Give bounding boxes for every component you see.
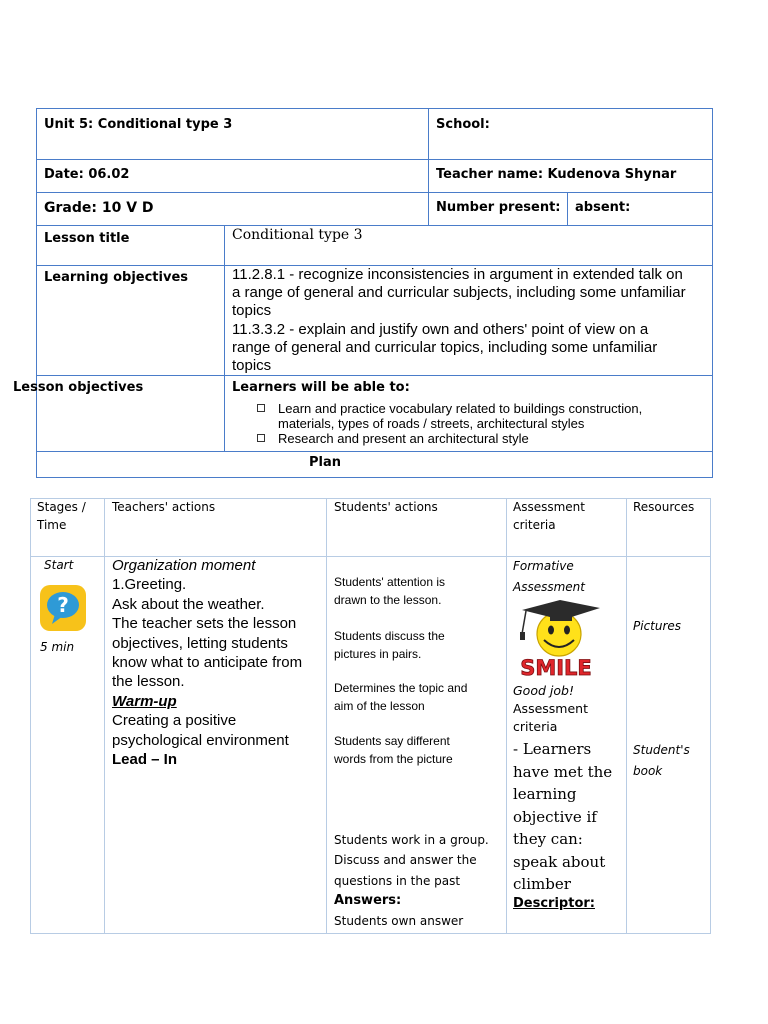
student-line: Discuss and answer the bbox=[334, 853, 477, 868]
criteria-line: learning bbox=[513, 785, 577, 803]
criteria-line: they can: bbox=[513, 830, 583, 848]
teacher-line: objectives, letting students bbox=[112, 634, 288, 652]
teacher-warmup: Warm-up bbox=[112, 692, 177, 710]
plan-col-divider bbox=[626, 498, 627, 934]
lesson-objective-bullet-1 bbox=[278, 401, 642, 431]
plan-col-divider bbox=[104, 498, 105, 934]
objective-line: a range of general and curricular subjects, including some unfamiliar bbox=[232, 284, 686, 302]
plan-col-divider bbox=[506, 498, 507, 934]
student-line: Determines the topic and bbox=[334, 681, 468, 695]
stage-time: 5 min bbox=[40, 640, 75, 654]
grade-label bbox=[44, 200, 154, 216]
grade-value: 10 V D bbox=[101, 200, 154, 216]
teacher-lead-in: Lead – In bbox=[112, 751, 178, 769]
lesson-title-label: Lesson title bbox=[44, 231, 130, 246]
header-row-divider bbox=[36, 159, 713, 160]
criteria-line: objective if bbox=[513, 807, 597, 826]
assessment-criteria-text bbox=[513, 738, 612, 896]
criteria-line: climber bbox=[513, 875, 571, 893]
student-line: pictures in pairs. bbox=[334, 647, 422, 661]
student-line: Students own answer bbox=[334, 914, 464, 929]
header-row-divider bbox=[36, 451, 713, 452]
header-assessment-line: criteria bbox=[513, 518, 556, 532]
teacher-line: Ask about the weather. bbox=[112, 595, 265, 613]
student-line: Students' attention is bbox=[334, 575, 446, 589]
student-line: Students discuss the bbox=[334, 629, 445, 643]
header-col-divider bbox=[567, 192, 568, 226]
teacher-actions-cell bbox=[112, 556, 302, 769]
teacher-line: know what to anticipate from bbox=[112, 654, 303, 672]
student-line: Students work in a group. bbox=[334, 833, 489, 847]
learning-objective-1 bbox=[232, 266, 686, 375]
resource-students-book bbox=[633, 740, 690, 782]
students-say bbox=[334, 732, 453, 768]
stage-start: Start bbox=[44, 558, 74, 572]
student-line: Students say different bbox=[334, 734, 450, 748]
bullet-line: Learn and practice vocabulary related to buildings construction, bbox=[278, 401, 643, 416]
learners-able-text: Learners will be able to: bbox=[232, 380, 410, 395]
smile-text: SMILE bbox=[520, 656, 592, 680]
header-teachers-actions: Teachers' actions bbox=[112, 500, 216, 514]
student-line: questions in the past bbox=[334, 873, 461, 888]
plan-col-divider bbox=[326, 498, 327, 934]
students-group-work bbox=[334, 830, 489, 931]
plan-label: Plan bbox=[309, 455, 342, 470]
header-stages-line: Stages / bbox=[37, 500, 86, 514]
objective-line: topics bbox=[232, 302, 272, 320]
absent-label: absent: bbox=[575, 200, 631, 215]
students-discuss bbox=[334, 627, 445, 663]
header-stages-line: Time bbox=[37, 518, 67, 532]
criteria-line: speak about bbox=[513, 852, 606, 871]
bullet-checkbox-icon bbox=[257, 404, 265, 412]
bullet-line: materials, types of roads / streets, architectural styles bbox=[278, 416, 585, 431]
teacher-line: the lesson. bbox=[112, 673, 185, 691]
student-answers-label: Answers: bbox=[334, 892, 402, 908]
teacher-line: Organization moment bbox=[112, 557, 256, 574]
objective-line: topics bbox=[232, 357, 272, 375]
assessment-line: Formative bbox=[513, 559, 574, 573]
number-present-label: Number present: bbox=[436, 200, 561, 215]
student-line: drawn to the lesson. bbox=[334, 593, 442, 607]
resource-pictures: Pictures bbox=[633, 619, 682, 633]
bullet-checkbox-icon bbox=[257, 434, 265, 442]
teacher-name: Teacher name: Kudenova Shynar bbox=[436, 167, 677, 182]
resource-line: book bbox=[633, 764, 663, 778]
assessment-good-job bbox=[513, 682, 588, 736]
unit-title: Unit 5: Conditional type 3 bbox=[44, 117, 233, 132]
header-row-divider bbox=[36, 192, 713, 193]
school-label: School: bbox=[436, 117, 490, 132]
svg-text:?: ? bbox=[57, 593, 69, 617]
objective-line: 11.3.3.2 - explain and justify own and others' point of view on a bbox=[232, 320, 649, 338]
header-resources: Resources bbox=[633, 500, 695, 514]
good-job-text: Good job! bbox=[513, 683, 574, 698]
formative-assessment bbox=[513, 556, 585, 598]
question-bubble-icon bbox=[38, 583, 88, 633]
resource-line: Student's bbox=[633, 743, 690, 757]
lesson-objective-bullet-2: Research and present an architectural style bbox=[278, 431, 529, 446]
criteria-line: - Learners bbox=[513, 740, 592, 758]
header-assessment bbox=[513, 498, 585, 534]
grade-prefix: Grade: bbox=[44, 200, 102, 216]
assessment-line: criteria bbox=[513, 719, 558, 734]
descriptor-label: Descriptor: bbox=[513, 896, 595, 911]
assessment-line: Assessment bbox=[513, 701, 588, 716]
students-determine bbox=[334, 679, 467, 715]
teacher-line: The teacher sets the lesson bbox=[112, 615, 297, 633]
header-row-divider bbox=[36, 225, 713, 226]
smile-graduation-icon bbox=[512, 598, 602, 682]
teacher-line: 1.Greeting. bbox=[112, 576, 187, 594]
objective-line: 11.2.8.1 - recognize inconsistencies in argument in extended talk on bbox=[232, 266, 683, 283]
student-line: aim of the lesson bbox=[334, 699, 425, 713]
criteria-line: have met the bbox=[513, 762, 613, 781]
objective-line: range of general and curricular topics, including some unfamiliar bbox=[232, 338, 658, 356]
header-assessment-line: Assessment bbox=[513, 500, 585, 514]
lesson-objectives-label: Lesson objectives bbox=[13, 380, 144, 395]
header-col-divider bbox=[224, 225, 225, 451]
header-col-divider bbox=[428, 108, 429, 226]
student-line: words from the picture bbox=[334, 752, 453, 766]
date-label: Date: 06.02 bbox=[44, 167, 130, 182]
students-attention bbox=[334, 573, 445, 609]
teacher-line: Creating a positive bbox=[112, 712, 237, 730]
learning-objectives-label: Learning objectives bbox=[44, 270, 188, 285]
header-stages bbox=[37, 498, 86, 534]
header-students-actions: Students' actions bbox=[334, 500, 438, 514]
teacher-line: psychological environment bbox=[112, 731, 289, 749]
lesson-title-value: Conditional type 3 bbox=[232, 227, 363, 243]
assessment-line: Assessment bbox=[513, 580, 585, 594]
